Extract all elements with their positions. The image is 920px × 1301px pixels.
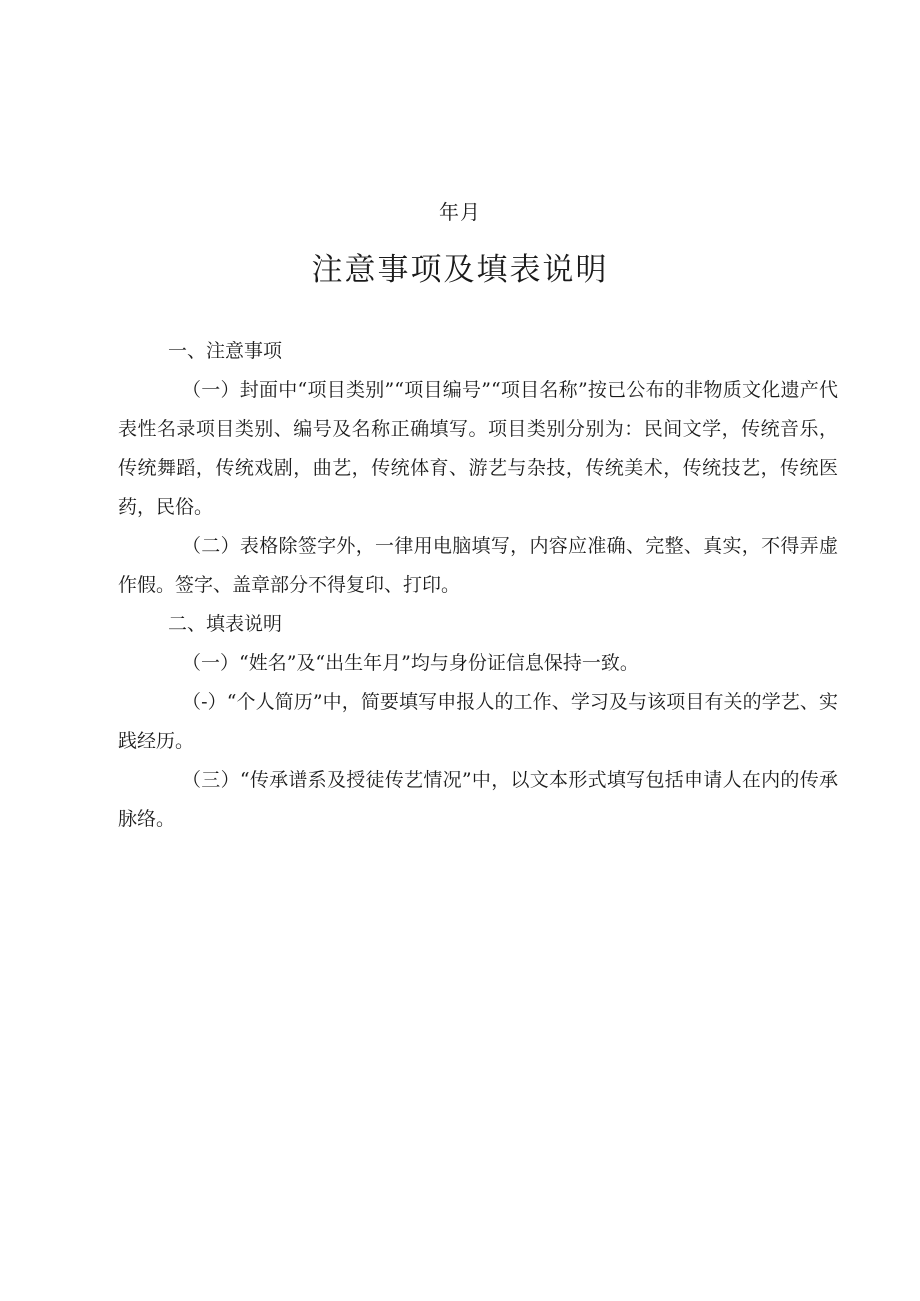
instructions-item-1: （一）“姓名”及“出生年月”均与身份证信息保持一致。 [182, 652, 639, 674]
page-title: 注意事项及填表说明 [311, 252, 609, 288]
section-heading-instructions: 二、填表说明 [168, 613, 283, 635]
notes-item-2: （二）表格除签字外，一律用电脑填写，内容应准确、完整、真实，不得弄虚作假。签字、盖章部分不得复印、打印。 [118, 535, 838, 596]
instructions-item-3: （三）“传承谱系及授徒传艺情况”中，以文本形式填写包括申请人在内的传承脉络。 [118, 769, 838, 830]
section-heading-notes: 一、注意事项 [168, 340, 283, 362]
notes-item-1: （一）封面中“项目类别”“项目编号”“项目名称”按已公布的非物质文化遗产代表性名录项目类别、编号及名称正确填写。项目类别分别为：民间文学，传统音乐，传统舞蹈，传统戏剧，曲艺，传统体育、游艺与杂技，传统美术，传统技艺，传统医药，民俗。 [118, 379, 838, 518]
instructions-item-2: （-）“个人简历”中，简要填写申报人的工作、学习及与该项目有关的学艺、实践经历。 [118, 691, 838, 752]
date-line: 年月 [439, 200, 481, 224]
document-body [118, 332, 838, 839]
